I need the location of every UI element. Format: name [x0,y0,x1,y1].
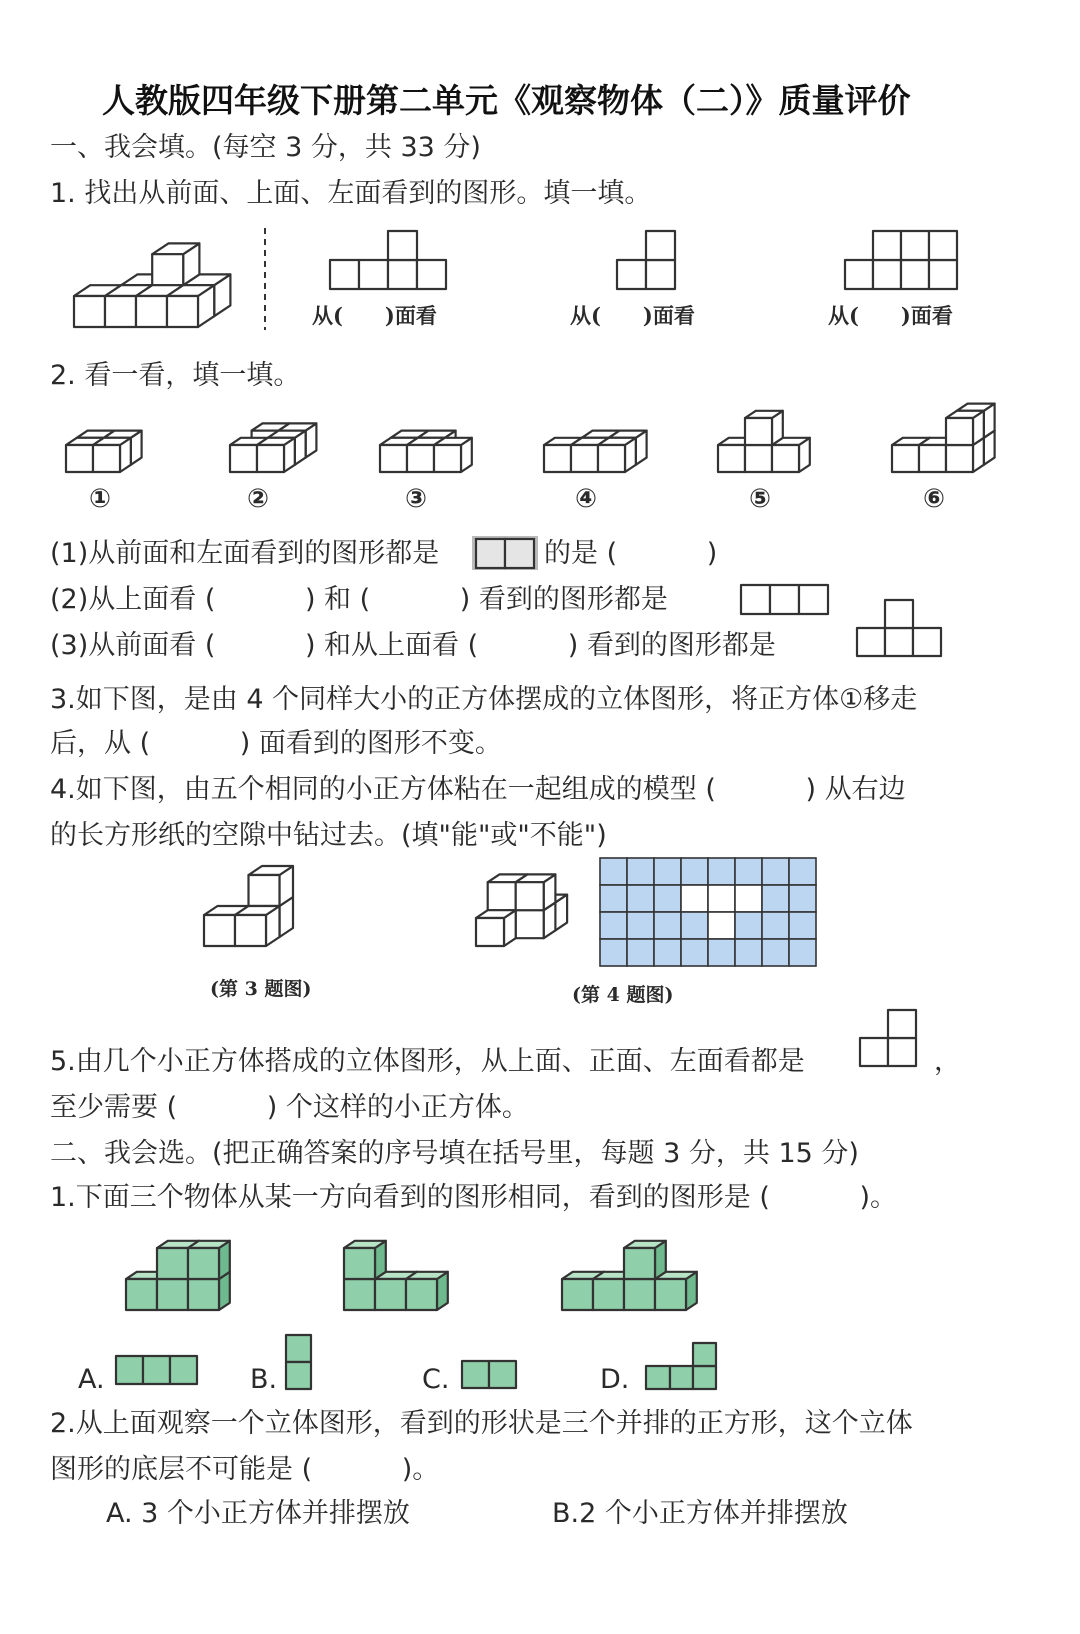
q5-view-icon [860,1010,916,1066]
grid-cell [789,939,816,966]
grid-cell [762,939,789,966]
green-solid-3 [562,1241,697,1310]
q4-caption: (第 4 题图) [572,984,674,1006]
grid-cell [789,858,816,885]
grid-cell [600,858,627,885]
q1-solid-figure [74,243,230,327]
grid-cell [762,858,789,885]
grid-cell [654,858,681,885]
option-b-shape [286,1335,311,1389]
solid-6 [892,404,995,472]
s2-q1-text: 1.下面三个物体从某一方向看到的图形相同，看到的图形是 ( )。 [50,1182,897,1213]
q4-line2: 的长方形纸的空隙中钻过去。(填"能"或"不能") [50,820,607,851]
grid-cell [762,885,789,912]
grid-cell [681,939,708,966]
green-solid-2 [344,1241,448,1310]
q2-sub1-b: 的是 ( ) [544,538,718,569]
option-d-shape [646,1343,716,1389]
grid-cell [654,939,681,966]
q5-line1: 5.由几个小正方体搭成的立体图形，从上面、正面、左面看都是 [50,1046,805,1077]
q2-sub3: (3)从前面看 ( ) 和从上面看 ( ) 看到的图形都是 [50,630,776,661]
page-title: 人教版四年级下册第二单元《观察物体（二）》质量评价 [102,81,911,120]
grid-cell [735,885,762,912]
grid-cell [654,912,681,939]
q1-view-top [845,231,957,289]
grid-cell [681,858,708,885]
shape-label-3: ③ [404,484,427,514]
grid-cell [600,912,627,939]
solid-5 [718,411,810,472]
grid-cell [627,858,654,885]
q2-sub1-a: (1)从前面和左面看到的图形都是 [50,538,440,569]
grid-cell [735,939,762,966]
q1-blank-front: 从( )面看 [312,303,437,328]
shape-label-5: ⑤ [748,484,771,514]
q1-text: 1. 找出从前面、上面、左面看到的图形。填一填。 [50,178,652,209]
grid-cell [654,885,681,912]
q4-solid-figure [476,874,567,946]
q3-line2: 后，从 ( ) 面看到的图形不变。 [50,728,502,759]
section2-header: 二、我会选。(把正确答案的序号填在括号里，每题 3 分，共 15 分) [50,1138,859,1169]
section1-header: 一、我会填。(每空 3 分，共 33 分) [50,132,481,163]
grid-cell [789,912,816,939]
paper-grid [600,858,816,966]
shape-label-4: ④ [574,484,597,514]
q3-solid-figure [204,866,293,946]
q1-blank-top: 从( )面看 [570,303,695,328]
q2-sub2: (2)从上面看 ( ) 和 ( ) 看到的图形都是 [50,584,668,615]
s2-q2-line1: 2.从上面观察一个立体图形，看到的形状是三个并排的正方形，这个立体 [50,1408,913,1439]
shape-label-1: ① [88,484,111,514]
t-shape-icon [857,600,941,656]
grid-cell [681,912,708,939]
shape-label-6: ⑥ [922,484,945,514]
two-square-icon [472,536,538,570]
grid-cell [789,885,816,912]
q1-view-front [330,231,446,289]
q4-line1: 4.如下图，由五个相同的小正方体粘在一起组成的模型 ( ) 从右边 [50,774,906,805]
grid-cell [735,858,762,885]
option-d-label: D. [600,1364,630,1395]
q5-line2: 至少需要 ( ) 个这样的小正方体。 [50,1092,529,1123]
grid-cell [708,858,735,885]
three-square-icon [741,585,828,614]
s2-q2-line2: 图形的底层不可能是 ( )。 [50,1454,440,1485]
option-c-label: C. [422,1364,450,1395]
q1-view-left [617,231,675,289]
s2-q2-option-b: B.2 个小正方体并排摆放 [552,1498,848,1529]
q2-text: 2. 看一看，填一填。 [50,360,301,391]
option-a-shape [116,1356,197,1384]
q3-caption: (第 3 题图) [210,978,312,1000]
solid-2 [230,423,316,472]
shape-label-2: ② [246,484,269,514]
option-c-shape [462,1361,516,1388]
q5-comma: ， [934,1046,961,1077]
solid-4 [544,431,647,472]
grid-cell [708,885,735,912]
solid-3 [380,431,472,472]
option-b-label: B. [250,1364,278,1395]
green-solid-1 [126,1241,230,1310]
s2-q2-option-a: A. 3 个小正方体并排摆放 [106,1498,410,1529]
q3-line1: 3.如下图，是由 4 个同样大小的正方体摆成的立体图形，将正方体①移走 [50,684,918,715]
grid-cell [627,912,654,939]
solid-1 [66,431,142,472]
grid-cell [708,939,735,966]
grid-cell [600,939,627,966]
grid-cell [600,885,627,912]
grid-cell [627,885,654,912]
grid-cell [708,912,735,939]
q1-blank-left: 从( )面看 [828,303,953,328]
grid-cell [627,939,654,966]
grid-cell [762,912,789,939]
grid-cell [735,912,762,939]
grid-cell [681,885,708,912]
option-a-label: A. [78,1364,105,1395]
